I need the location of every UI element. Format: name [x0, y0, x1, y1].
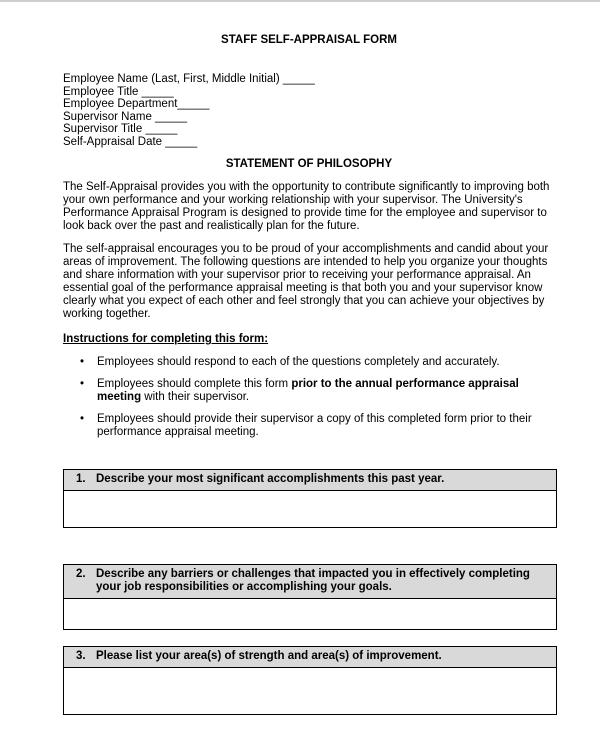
instruction-bullet-1	[63, 356, 555, 369]
bullet-icon: •	[80, 356, 85, 368]
field-employee-name: Employee Name (Last, First, Middle Initial) _____	[63, 73, 315, 85]
field-employee-title: Employee Title _____	[63, 85, 174, 98]
form-title: STAFF SELF-APPRAISAL FORM	[221, 34, 397, 46]
instructions-list	[63, 356, 555, 439]
question-text: Describe any barriers or challenges that impacted you in effectively completing your job responsibilities or accomplishing your goals.	[96, 568, 530, 593]
philosophy-paragraph-2: The self-appraisal encourages you to be proud of your accomplishments and candid about your areas of improvement. The following questions are intended to help you organize your thoughts and share information with your supervisor prior to receiving your performance appraisal. An essential goal of the performance appraisal meeting is that both you and your supervisor know clearly what you expect of each other and feel strongly that you can achieve your objectives by working together.	[63, 243, 549, 320]
question-1-answer-area[interactable]	[64, 491, 556, 527]
bullet-text-bold: prior to the annual performance appraisal meeting	[97, 378, 519, 403]
question-2-answer-area[interactable]	[64, 599, 556, 629]
question-block-3	[63, 646, 557, 715]
philosophy-paragraph-1: The Self-Appraisal provides you with the opportunity to contribute significantly to improving both your own performance and your working relationship with your supervisor. The University's Performance Appraisal Program is designed to provide time for the employee and supervisor to look back over the past and realistically plan for the future.	[63, 181, 550, 232]
question-block-2	[63, 564, 557, 630]
question-1-header	[64, 470, 556, 491]
philosophy-heading: STATEMENT OF PHILOSOPHY	[225, 158, 393, 170]
employee-info-fields	[63, 73, 555, 148]
question-3-header	[64, 647, 556, 668]
question-number: 1.	[76, 473, 86, 485]
question-number: 3.	[76, 650, 86, 662]
question-3-answer-area[interactable]	[64, 668, 556, 714]
bullet-icon: •	[80, 413, 85, 425]
question-text: Please list your area(s) of strength and area(s) of improvement.	[96, 650, 442, 662]
question-number: 2.	[76, 568, 86, 580]
field-supervisor-title: Supervisor Title _____	[63, 123, 178, 135]
bullet-text: Employees should provide their supervisor a copy of this completed form prior to their performance appraisal meeting.	[97, 413, 532, 438]
question-text: Describe your most significant accomplishments this past year.	[96, 473, 445, 485]
instruction-bullet-2	[63, 378, 555, 404]
bullet-text: Employees should complete this form	[97, 378, 292, 390]
bullet-text: with their supervisor.	[141, 391, 250, 403]
bullet-icon: •	[80, 378, 85, 390]
field-employee-department: Employee Department_____	[63, 98, 210, 110]
instruction-bullet-3	[63, 413, 555, 439]
field-self-appraisal-date: Self-Appraisal Date _____	[63, 135, 198, 148]
question-block-1	[63, 469, 557, 528]
instructions-heading: Instructions for completing this form:	[63, 333, 269, 345]
question-2-header	[64, 565, 556, 599]
bullet-text: Employees should respond to each of the questions completely and accurately.	[97, 356, 500, 368]
field-supervisor-name: Supervisor Name _____	[63, 110, 188, 123]
